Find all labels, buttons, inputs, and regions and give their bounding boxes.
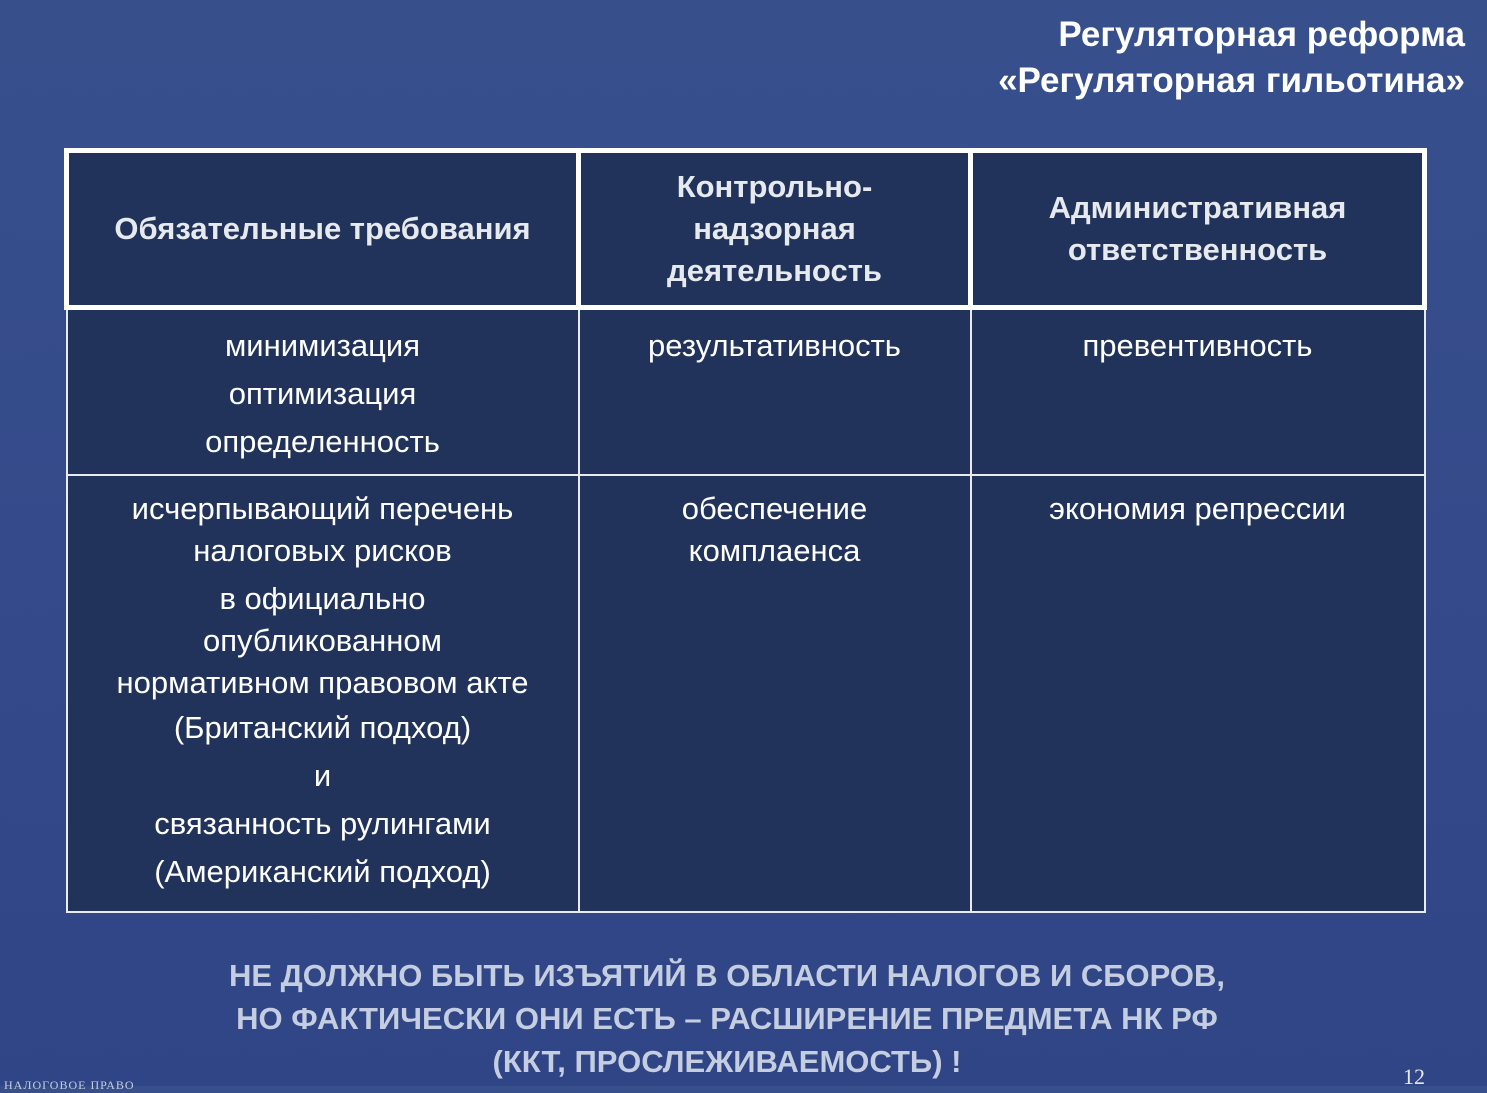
footer-line-2: НО ФАКТИЧЕСКИ ОНИ ЕСТЬ – РАСШИРЕНИЕ ПРЕДМЕТА НК РФ bbox=[236, 1001, 1218, 1036]
header-control-supervision: Контрольно- надзорная деятельность bbox=[579, 151, 971, 308]
corner-label: НАЛОГОВОЕ ПРАВО bbox=[4, 1078, 135, 1092]
footer-line-3: (ККТ, ПРОСЛЕЖИВАЕМОСТЬ) ! bbox=[492, 1044, 962, 1079]
reform-table bbox=[64, 148, 1422, 913]
header-administrative-liability: Административная ответственность bbox=[971, 151, 1425, 308]
footer-note bbox=[0, 954, 1454, 1083]
slide-title bbox=[998, 12, 1465, 104]
title-line-2: «Регуляторная гильотина» bbox=[998, 61, 1465, 100]
page-number: 12 bbox=[1403, 1064, 1425, 1089]
cell-principles-liability: превентивность bbox=[971, 308, 1425, 476]
header-mandatory-requirements: Обязательные требования bbox=[67, 151, 579, 308]
table-row bbox=[67, 308, 1425, 476]
title-line-1: Регуляторная реформа bbox=[1058, 15, 1465, 54]
footer-line-1: НЕ ДОЛЖНО БЫТЬ ИЗЪЯТИЙ В ОБЛАСТИ НАЛОГОВ И СБОРОВ, bbox=[228, 958, 1226, 993]
cell-principles-control: результативность bbox=[579, 308, 971, 476]
cell-approach-liability: экономия репрессии bbox=[971, 475, 1425, 912]
table-row bbox=[67, 475, 1425, 912]
cell-approach-requirements: исчерпывающий перечень налоговых рисков в официально опубликованном нормативном правовом акте (Британский подход) и связанность рулингами (Американский подход) bbox=[67, 475, 579, 912]
cell-approach-control: обеспечение комплаенса bbox=[579, 475, 971, 912]
table-header-row bbox=[67, 151, 1425, 308]
cell-principles-requirements: минимизация оптимизация определенность bbox=[67, 308, 579, 476]
